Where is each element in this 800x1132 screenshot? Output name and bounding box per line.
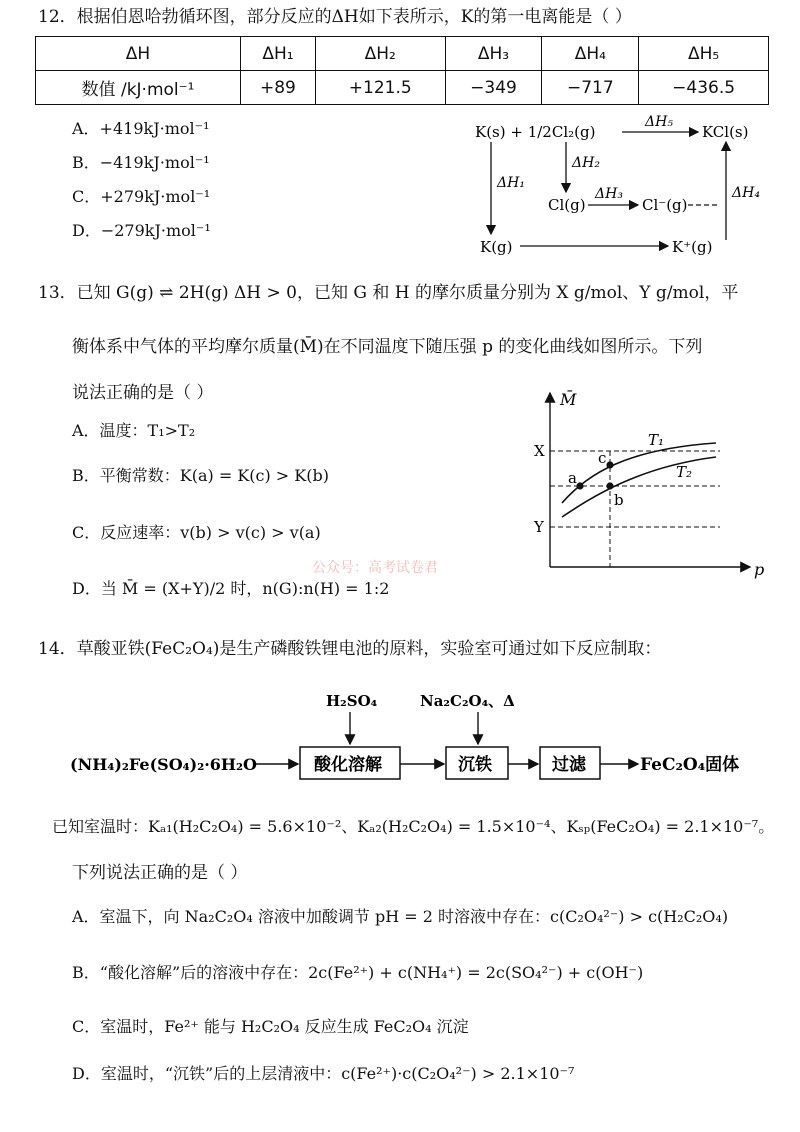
born-haber-cycle bbox=[470, 112, 790, 262]
table-header-row bbox=[36, 37, 769, 71]
label-dh3: ΔH₃ bbox=[595, 186, 623, 202]
q12-option-b[interactable]: B．−419kJ·mol⁻¹ bbox=[72, 153, 210, 172]
q14-stem: 14．草酸亚铁(FeC₂O₄)是生产磷酸铁锂电池的原料，实验室可通过如下反应制取： bbox=[38, 639, 662, 659]
label-a: a bbox=[568, 469, 577, 487]
reagent-na2c2o4: Na₂C₂O₄、Δ bbox=[420, 692, 515, 710]
molar-mass-graph bbox=[528, 385, 773, 590]
q13-option-d[interactable]: D．当 M̄ = (X+Y)/2 时，n(G):n(H) = 1:2 bbox=[72, 579, 390, 598]
point-a bbox=[576, 482, 583, 489]
table-cell: −349 bbox=[445, 71, 542, 105]
end-product: FeC₂O₄固体 bbox=[640, 755, 740, 775]
q14-question: 下列说法正确的是（ ） bbox=[72, 863, 248, 883]
point-c bbox=[606, 461, 613, 468]
q14-known: 已知室温时：Kₐ₁(H₂C₂O₄) = 5.6×10⁻²、Kₐ₂(H₂C₂O₄) = 1.5×10⁻⁴、Kₛₚ(FeC₂O₄) = 2.1×10⁻⁷。 bbox=[52, 817, 775, 836]
label-c: c bbox=[598, 449, 607, 467]
q12-option-c[interactable]: C．+279kJ·mol⁻¹ bbox=[72, 187, 211, 206]
label-t2: T₂ bbox=[676, 463, 693, 481]
table-cell: −436.5 bbox=[639, 71, 769, 105]
q12-option-a[interactable]: A．+419kJ·mol⁻¹ bbox=[72, 119, 210, 138]
table-header-cell: ΔH₁ bbox=[241, 37, 316, 71]
curve-t1 bbox=[562, 443, 716, 503]
q13-line1: 13．已知 G(g) ⇌ 2H(g) ΔH > 0，已知 G 和 H 的摩尔质量分别为 X g/mol、Y g/mol，平 bbox=[38, 283, 739, 303]
reagent-h2so4: H₂SO₄ bbox=[326, 692, 378, 710]
cycle-cl-atom: Cl(g) bbox=[548, 196, 586, 214]
label-dh1: ΔH₁ bbox=[497, 175, 525, 191]
box-precipitate-label: 沉铁 bbox=[458, 755, 492, 775]
cycle-product: KCl(s) bbox=[702, 123, 749, 141]
q13-option-a[interactable]: A．温度：T₁>T₂ bbox=[72, 421, 196, 440]
cycle-k-ion: K⁺(g) bbox=[672, 238, 713, 256]
cycle-cl-ion: Cl⁻(g) bbox=[642, 196, 688, 214]
table-row-label: 数值 /kJ·mol⁻¹ bbox=[36, 71, 241, 105]
table-header-cell: ΔH bbox=[36, 37, 241, 71]
cycle-reactants: K(s) + 1/2Cl₂(g) bbox=[475, 123, 596, 141]
q12-option-d[interactable]: D．−279kJ·mol⁻¹ bbox=[72, 221, 211, 240]
table-header-cell: ΔH₃ bbox=[445, 37, 542, 71]
x-axis-label: p bbox=[754, 560, 765, 579]
q13-line2: 衡体系中气体的平均摩尔质量(M̄)在不同温度下随压强 p 的变化曲线如图所示。下列 bbox=[72, 337, 703, 357]
table-header-cell: ΔH₅ bbox=[639, 37, 769, 71]
table-cell: +89 bbox=[241, 71, 316, 105]
q13-option-c[interactable]: C．反应速率：v(b) > v(c) > v(a) bbox=[72, 523, 321, 542]
y-axis-label: M̄ bbox=[560, 390, 577, 409]
table-header-cell: ΔH₂ bbox=[315, 37, 445, 71]
label-dh2: ΔH₂ bbox=[572, 155, 600, 171]
box-filter-label: 过滤 bbox=[552, 755, 586, 775]
y-level-label: Y bbox=[534, 518, 544, 536]
table-header-cell: ΔH₄ bbox=[542, 37, 639, 71]
start-material: (NH₄)₂Fe(SO₄)₂·6H₂O bbox=[70, 755, 257, 774]
point-b bbox=[606, 482, 613, 489]
label-dh4: ΔH₄ bbox=[732, 185, 760, 201]
box-acidify-label: 酸化溶解 bbox=[314, 755, 382, 775]
table-cell: +121.5 bbox=[315, 71, 445, 105]
q13-option-b[interactable]: B．平衡常数：K(a) = K(c) > K(b) bbox=[72, 466, 329, 485]
q14-option-d[interactable]: D．室温时，“沉铁”后的上层清液中：c(Fe²⁺)·c(C₂O₄²⁻) > 2.1×10⁻⁷ bbox=[72, 1064, 575, 1083]
label-b: b bbox=[614, 491, 624, 509]
q14-option-c[interactable]: C．室温时，Fe²⁺ 能与 H₂C₂O₄ 反应生成 FeC₂O₄ 沉淀 bbox=[72, 1017, 469, 1036]
label-dh5: ΔH₅ bbox=[645, 114, 673, 130]
table-row bbox=[36, 71, 769, 105]
q12-stem: 12．根据伯恩哈勃循环图，部分反应的ΔH如下表所示，K的第一电离能是（ ） bbox=[38, 7, 632, 27]
x-level-label: X bbox=[534, 442, 545, 460]
curve-t2 bbox=[562, 457, 716, 517]
label-t1: T₁ bbox=[648, 431, 665, 449]
preparation-flowchart bbox=[68, 684, 788, 794]
q13-line3: 说法正确的是（ ） bbox=[72, 383, 214, 403]
watermark: 公众号：高考试卷君 bbox=[312, 560, 438, 576]
q14-option-b[interactable]: B．“酸化溶解”后的溶液中存在：2c(Fe²⁺) + c(NH₄⁺) = 2c(SO₄²⁻) + c(OH⁻) bbox=[72, 963, 644, 982]
q14-option-a[interactable]: A．室温下，向 Na₂C₂O₄ 溶液中加酸调节 pH = 2 时溶液中存在：c(C₂O₄²⁻) > c(H₂C₂O₄) bbox=[72, 907, 729, 926]
enthalpy-table bbox=[35, 36, 769, 105]
cycle-k-atom: K(g) bbox=[480, 238, 513, 256]
table-cell: −717 bbox=[542, 71, 639, 105]
